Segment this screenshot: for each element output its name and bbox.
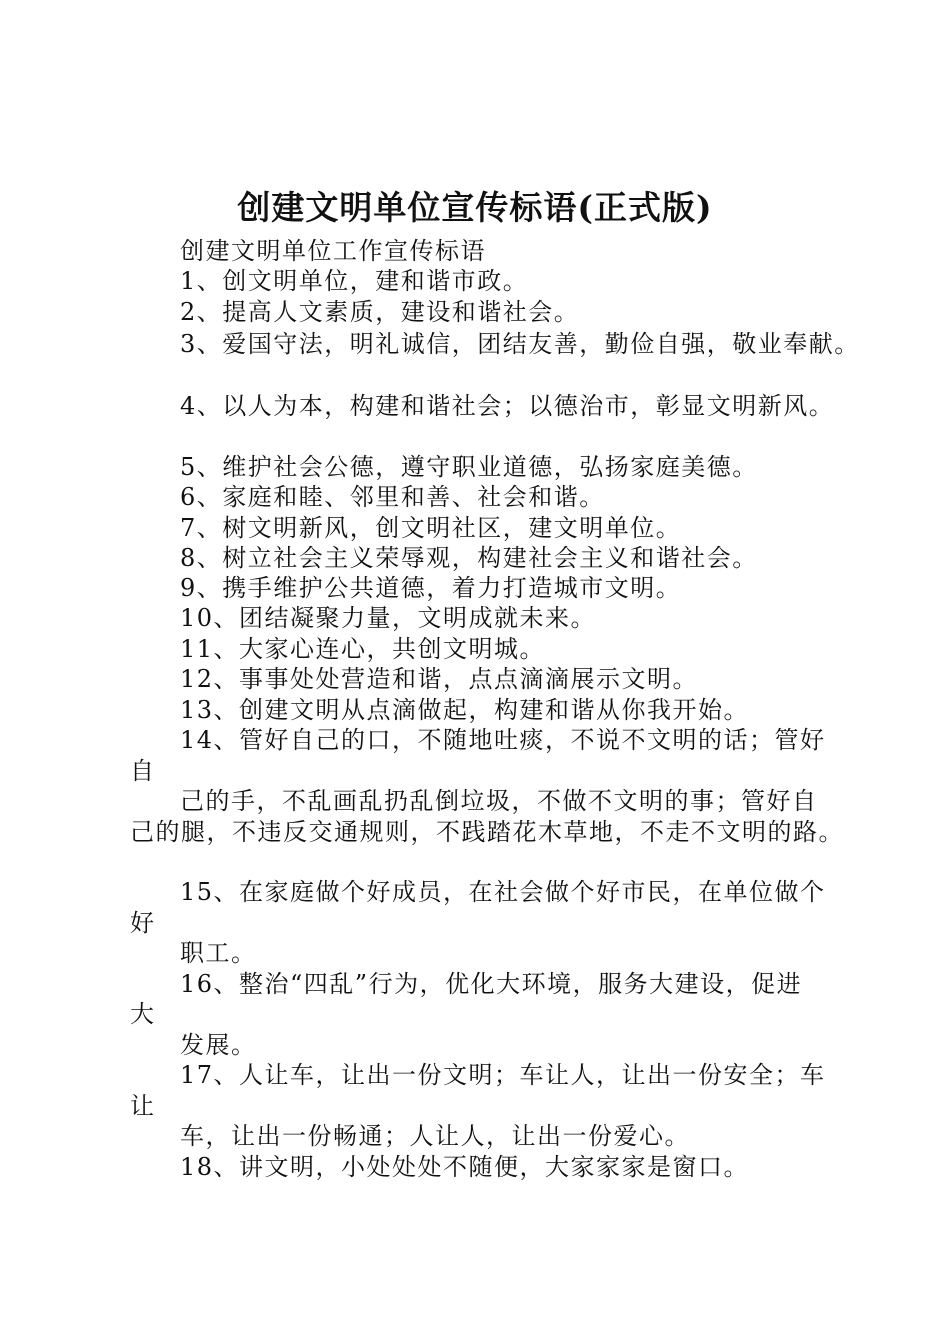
slogan-line: 1、创文明单位，建和谐市政。 xyxy=(180,267,529,295)
slogan-line: 16、整治“四乱”行为，优化大环境，服务大建设，促进 xyxy=(180,970,803,998)
slogan-line: 8、树立社会主义荣辱观，构建社会主义和谐社会。 xyxy=(180,544,758,572)
slogan-line: 3、爱国守法，明礼诚信，团结友善，勤俭自强，敬业奉献。 xyxy=(180,330,860,358)
slogan-line: 17、人让车，让出一份文明；车让人，让出一份安全；车 xyxy=(180,1061,826,1089)
slogan-line: 大 xyxy=(130,1000,156,1028)
slogan-line: 11、大家心连心，共创文明城。 xyxy=(180,635,546,663)
slogan-line: 让 xyxy=(130,1092,156,1120)
subtitle-line: 创建文明单位工作宣传标语 xyxy=(180,237,486,265)
slogan-line: 职工。 xyxy=(180,939,257,967)
document-title: 创建文明单位宣传标语(正式版) xyxy=(237,188,713,227)
slogan-line: 12、事事处处营造和谐，点点滴滴展示文明。 xyxy=(180,665,699,693)
slogan-line: 10、团结凝聚力量，文明成就未来。 xyxy=(180,604,597,632)
slogan-line: 15、在家庭做个好成员，在社会做个好市民，在单位做个 xyxy=(180,878,826,906)
slogan-line: 车，让出一份畅通；人让人，让出一份爱心。 xyxy=(180,1122,690,1150)
slogan-line: 己的手，不乱画乱扔乱倒垃圾，不做不文明的事；管好自 xyxy=(180,787,818,815)
slogan-line: 14、管好自己的口，不随地吐痰，不说不文明的话；管好 xyxy=(180,726,826,754)
slogan-line: 己的腿，不违反交通规则，不践踏花木草地，不走不文明的路。 xyxy=(130,818,844,846)
slogan-line: 2、提高人文素质，建设和谐社会。 xyxy=(180,298,580,326)
slogan-line: 6、家庭和睦、邻里和善、社会和谐。 xyxy=(180,483,605,511)
slogan-line: 5、维护社会公德，遵守职业道德，弘扬家庭美德。 xyxy=(180,453,758,481)
slogan-line: 发展。 xyxy=(180,1031,257,1059)
slogan-line: 4、以人为本，构建和谐社会；以德治市，彰显文明新风。 xyxy=(180,392,835,420)
slogan-line: 9、携手维护公共道德，着力打造城市文明。 xyxy=(180,574,682,602)
slogan-line: 18、讲文明，小处处处不随便，大家家家是窗口。 xyxy=(180,1153,750,1181)
slogan-line: 好 xyxy=(130,909,156,937)
slogan-line: 7、树文明新风，创文明社区，建文明单位。 xyxy=(180,514,682,542)
slogan-line: 13、创建文明从点滴做起，构建和谐从你我开始。 xyxy=(180,696,750,724)
slogan-line: 自 xyxy=(130,757,156,785)
